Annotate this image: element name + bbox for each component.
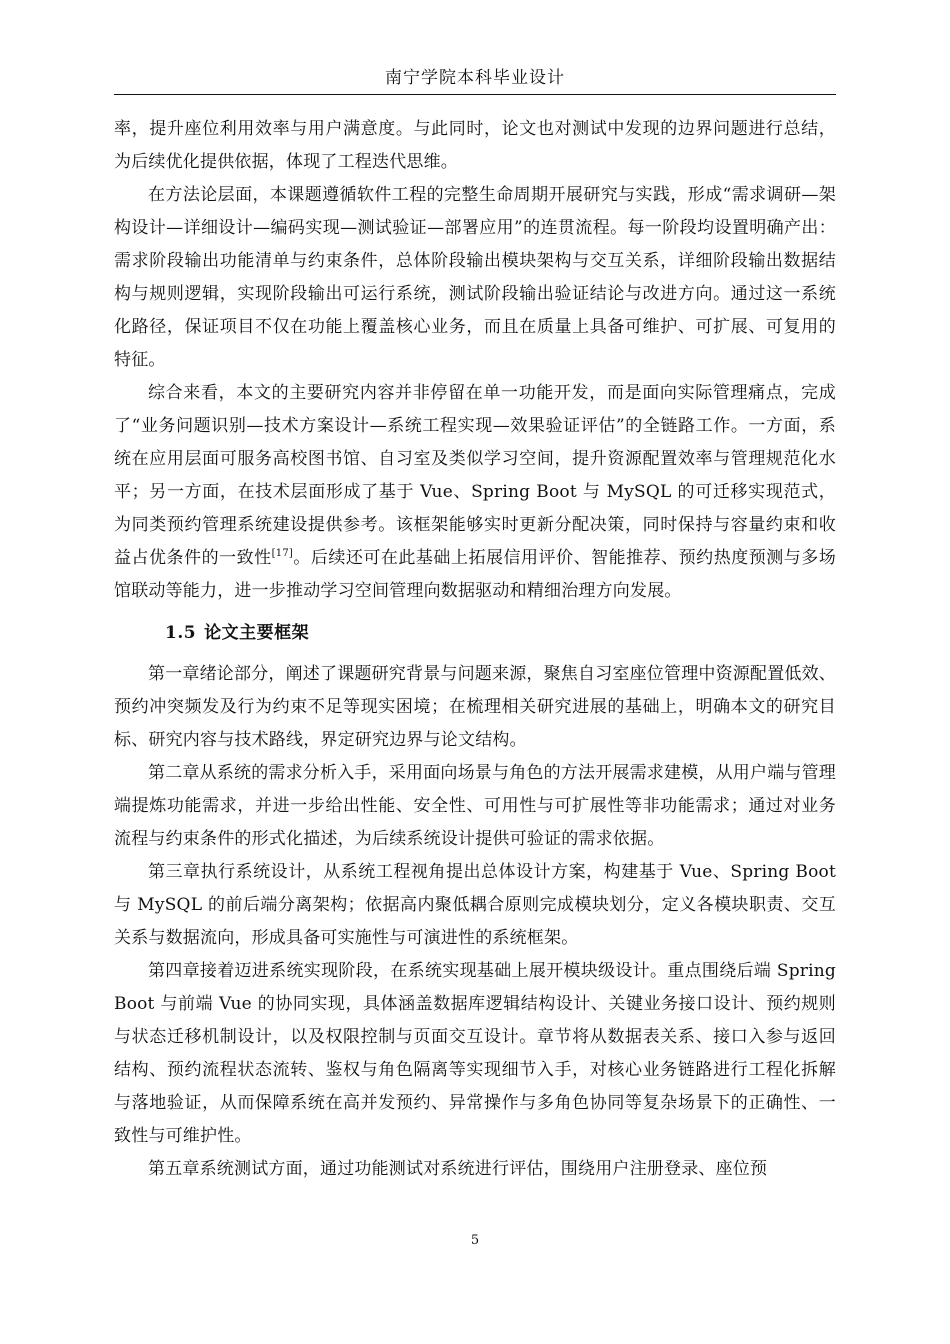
paragraph: 第一章绪论部分，阐述了课题研究背景与问题来源，聚焦自习室座位管理中资源配置低效、预约冲突频发及行为约束不足等现实困境；在梳理相关研究进展的基础上，明确本文的研究目标、研究内容与技术路线，界定研究边界与论文结构。 — [114, 664, 836, 750]
section-number: 1.5 — [165, 623, 197, 643]
paragraph: 率，提升座位利用效率与用户满意度。与此同时，论文也对测试中发现的边界问题进行总结，为后续优化提供依据，体现了工程迭代思维。 — [114, 119, 836, 172]
citation-reference: [17] — [271, 548, 293, 559]
section-title: 论文主要框架 — [204, 623, 310, 643]
paragraph-text: 。后续还可在此基础上拓展信用评价、智能推荐、预约热度预测与多场馆联动等能力，进一步推动学习空间管理向数据驱动和精细治理方向发展。 — [114, 548, 836, 601]
paragraph: 第五章系统测试方面，通过功能测试对系统进行评估，围绕用户注册登录、座位预 — [148, 1159, 768, 1179]
paragraph: 第二章从系统的需求分析入手，采用面向场景与角色的方法开展需求建模，从用户端与管理端提炼功能需求，并进一步给出性能、安全性、可用性与可扩展性等非功能需求；通过对业务流程与约束条件的形式化描述，为后续系统设计提供可验证的需求依据。 — [114, 763, 836, 849]
page-number: 5 — [470, 1233, 480, 1248]
paragraph: 第四章接着迈进系统实现阶段，在系统实现基础上展开模块级设计。重点围绕后端 Spring Boot 与前端 Vue 的协同实现，具体涵盖数据库逻辑结构设计、关键业务接口设计、预约规则与状态迁移机制设计，以及权限控制与页面交互设计。章节将从数据表关系、接口入参与返回结构、预约流程状态流转、鉴权与角色隔离等实现细节入手，对核心业务链路进行工程化拆解与落地验证，从而保障系统在高并发预约、异常操作与多角色协同等复杂场景下的正确性、一致性与可维护性。 — [114, 961, 836, 1146]
page-header — [114, 64, 836, 95]
paragraph: 第三章执行系统设计，从系统工程视角提出总体设计方案，构建基于 Vue、Spring Boot 与 MySQL 的前后端分离架构；依据高内聚低耦合原则完成模块划分，定义各模块职责、交互关系与数据流向，形成具备可实施性与可演进性的系统框架。 — [114, 862, 836, 948]
header-title: 南宁学院本科毕业设计 — [385, 68, 565, 88]
paragraph-text: 综合来看，本文的主要研究内容并非停留在单一功能开发，而是面向实际管理痛点，完成了“业务问题识别—技术方案设计—系统工程实现—效果验证评估”的全链路工作。一方面，系统在应用层面可服务高校图书馆、自习室及类似学习空间，提升资源配置效率与管理规范化水平；另一方面，在技术层面形成了基于 Vue、Spring Boot 与 MySQL 的可迁移实现范式，为同类预约管理系统建设提供参考。该框架能够实时更新分配决策，同时保持与容量约束和收益占优条件的一致性 — [114, 383, 836, 568]
paragraph: 在方法论层面，本课题遵循软件工程的完整生命周期开展研究与实践，形成“需求调研—架构设计—详细设计—编码实现—测试验证—部署应用”的连贯流程。每一阶段均设置明确产出：需求阶段输出功能清单与约束条件，总体阶段输出模块架构与交互关系，详细阶段输出数据结构与规则逻辑，实现阶段输出可运行系统，测试阶段输出验证结论与改进方向。通过这一系统化路径，保证项目不仅在功能上覆盖核心业务，而且在质量上具备可维护、可扩展、可复用的特征。 — [114, 185, 836, 370]
summary-paragraph — [114, 377, 836, 608]
section-heading — [114, 617, 836, 650]
page-body — [114, 113, 836, 1186]
